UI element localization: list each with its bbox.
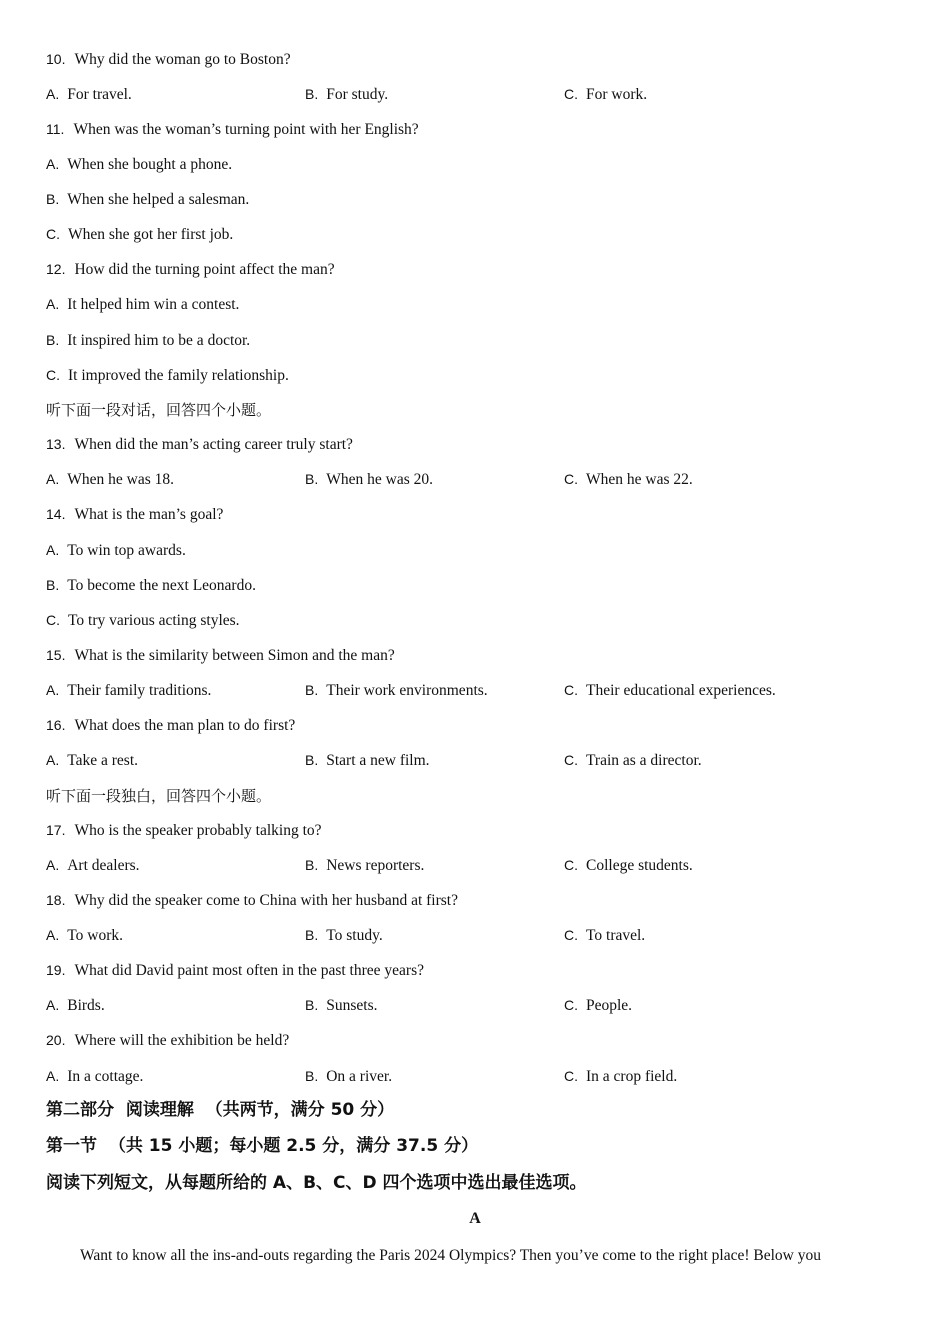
option-19-c[interactable]: C. People. [564,997,633,1014]
option-15-c[interactable]: C. Their educational experiences. [564,682,776,699]
question-text: What does the man plan to do first? [74,717,296,734]
option-11-b[interactable]: B. When she helped a salesman. [46,191,250,208]
question-number: 18. [46,892,66,908]
option-10-c[interactable]: C. For work. [564,86,648,103]
question-text: What did David paint most often in the past three years? [74,962,424,979]
question-text: Who is the speaker probably talking to? [74,822,322,839]
question-15 [46,645,395,666]
option-16-b[interactable]: B. Start a new film. [305,752,430,769]
question-13 [46,434,353,455]
option-12-a[interactable]: A. It helped him win a contest. [46,296,240,313]
question-text: Why did the speaker come to China with her husband at first? [74,892,458,909]
question-17 [46,820,322,841]
option-18-c[interactable]: C. To travel. [564,927,646,944]
option-16-c[interactable]: C. Train as a director. [564,752,702,769]
option-20-a[interactable]: A. In a cottage. [46,1068,144,1085]
question-text: When was the woman’s turning point with her English? [73,121,419,138]
question-19 [46,960,424,981]
question-text: How did the turning point affect the man? [74,261,335,278]
question-number: 16. [46,717,66,733]
question-number: 17. [46,822,66,838]
option-14-b[interactable]: B. To become the next Leonardo. [46,577,256,594]
option-10-a[interactable]: A. For travel. [46,86,132,103]
question-text: What is the similarity between Simon and the man? [74,647,395,664]
option-17-a[interactable]: A. Art dealers. [46,857,140,874]
question-number: 12. [46,261,66,277]
question-12 [46,259,335,280]
question-number: 11. [46,121,65,137]
option-14-a[interactable]: A. To win top awards. [46,542,186,559]
part-two-heading: 第二部分 阅读理解 （共两节，满分 50 分） [46,1100,395,1120]
question-text: Why did the woman go to Boston? [74,51,291,68]
question-number: 13. [46,436,66,452]
question-14 [46,504,223,525]
reading-directions: 阅读下列短文，从每题所给的 A、B、C、D 四个选项中选出最佳选项。 [46,1173,587,1193]
question-number: 10. [46,51,66,67]
option-19-b[interactable]: B. Sunsets. [305,997,378,1014]
option-15-a[interactable]: A. Their family traditions. [46,682,212,699]
question-number: 14. [46,506,66,522]
passage-text: Want to know all the ins-and-outs regarding the Paris 2024 Olympics? Then you’ve come to the right place! Below you [80,1247,822,1264]
instruction-dialogue: 听下面一段对话，回答四个小题。 [46,401,272,419]
question-20 [46,1030,289,1051]
section-one-heading: 第一节 （共 15 小题；每小题 2.5 分，满分 37.5 分） [46,1136,479,1156]
option-14-c[interactable]: C. To try various acting styles. [46,612,240,629]
passage-label: A [469,1210,481,1227]
question-number: 15. [46,647,66,663]
question-number: 20. [46,1032,66,1048]
option-12-c[interactable]: C. It improved the family relationship. [46,367,289,384]
option-11-a[interactable]: A. When she bought a phone. [46,156,233,173]
option-10-b[interactable]: B. For study. [305,86,389,103]
option-13-a[interactable]: A. When he was 18. [46,471,174,488]
option-20-c[interactable]: C. In a crop field. [564,1068,678,1085]
option-15-b[interactable]: B. Their work environments. [305,682,488,699]
option-18-b[interactable]: B. To study. [305,927,383,944]
question-10 [46,49,291,70]
question-text: What is the man’s goal? [74,506,224,523]
question-16 [46,715,295,736]
option-18-a[interactable]: A. To work. [46,927,123,944]
option-17-b[interactable]: B. News reporters. [305,857,425,874]
option-20-b[interactable]: B. On a river. [305,1068,393,1085]
option-13-c[interactable]: C. When he was 22. [564,471,693,488]
option-13-b[interactable]: B. When he was 20. [305,471,433,488]
question-18 [46,890,458,911]
question-number: 19. [46,962,66,978]
option-19-a[interactable]: A. Birds. [46,997,105,1014]
option-11-c[interactable]: C. When she got her first job. [46,226,234,243]
instruction-monologue: 听下面一段独白，回答四个小题。 [46,787,272,805]
question-text: When did the man’s acting career truly start? [74,436,353,453]
option-16-a[interactable]: A. Take a rest. [46,752,139,769]
question-11 [46,119,419,140]
option-17-c[interactable]: C. College students. [564,857,693,874]
option-12-b[interactable]: B. It inspired him to be a doctor. [46,332,251,349]
question-text: Where will the exhibition be held? [74,1032,290,1049]
